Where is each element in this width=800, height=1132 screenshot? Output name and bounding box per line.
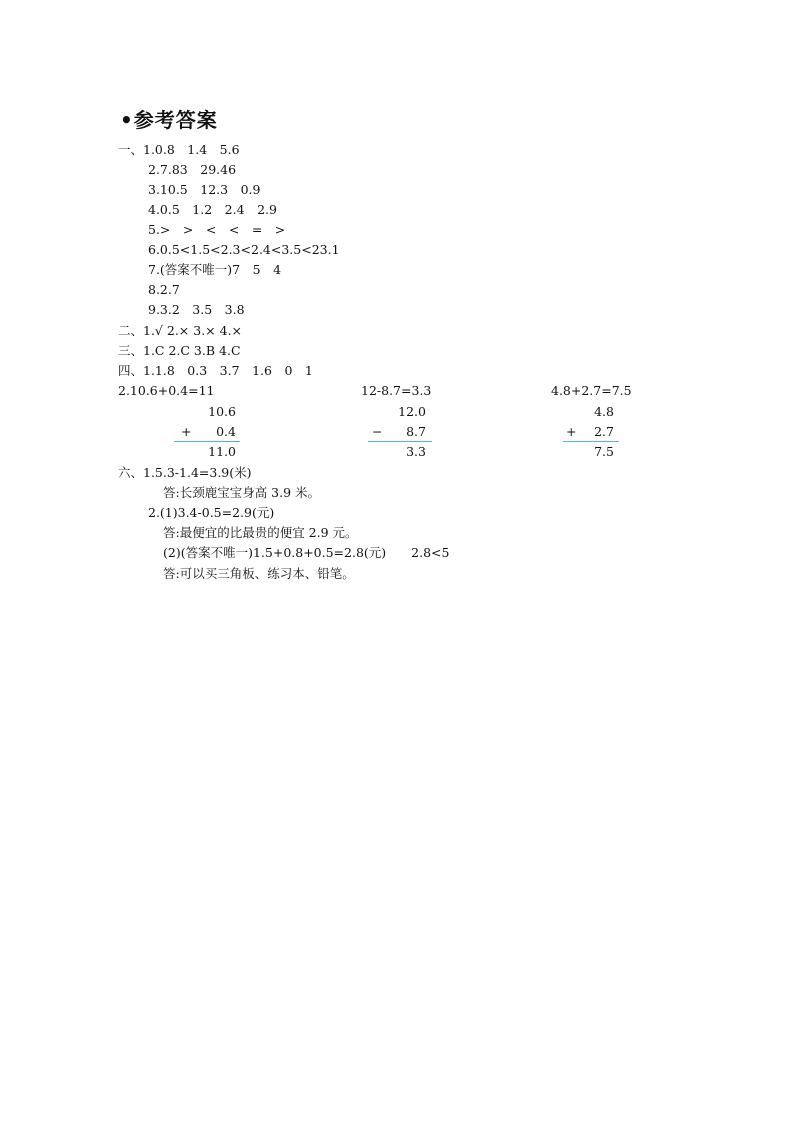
calc2-operator: −	[372, 424, 383, 439]
part1-line-6: 6.0.5<1.5<2.3<2.4<3.5<23.1	[148, 242, 340, 257]
part1-line-5: 5.> > < < = >	[148, 222, 286, 237]
calc1-result: 11.0	[208, 444, 236, 459]
part1-line-3: 3.10.5 12.3 0.9	[148, 182, 261, 197]
calc1-rule	[174, 441, 240, 442]
calc2-bottom: 8.7	[406, 424, 426, 439]
calc1-equation: 2.10.6+0.4=11	[118, 383, 215, 398]
calc3-operator: +	[566, 424, 577, 439]
part6-line-5: (2)(答案不唯一)1.5+0.8+0.5=2.8(元) 2.8<5	[163, 545, 450, 560]
calc1-top: 10.6	[208, 404, 236, 419]
calc3-result: 7.5	[594, 444, 614, 459]
part6-line-2: 答:长颈鹿宝宝身高 3.9 米。	[163, 485, 321, 500]
part6-line-1: 六、1.5.3-1.4=3.9(米)	[118, 465, 252, 480]
calc2-rule	[368, 441, 432, 442]
part6-line-4: 答:最便宜的比最贵的便宜 2.9 元。	[163, 525, 358, 540]
calc2-result: 3.3	[406, 444, 426, 459]
calc2-equation: 12-8.7=3.3	[361, 383, 432, 398]
page-title: •参考答案	[120, 108, 218, 132]
part1-line-4: 4.0.5 1.2 2.4 2.9	[148, 202, 277, 217]
part1-line-1: 一、1.0.8 1.4 5.6	[118, 142, 240, 157]
calc3-bottom: 2.7	[594, 424, 614, 439]
part6-line-6: 答:可以买三角板、练习本、铅笔。	[163, 566, 355, 581]
part3-line: 三、1.C 2.C 3.B 4.C	[118, 343, 241, 358]
part1-line-9: 9.3.2 3.5 3.8	[148, 302, 245, 317]
calc3-rule	[563, 441, 619, 442]
calc3-equation: 4.8+2.7=7.5	[551, 383, 632, 398]
calc2-top: 12.0	[398, 404, 426, 419]
part1-line-7: 7.(答案不唯一)7 5 4	[148, 262, 282, 277]
part1-line-2: 2.7.83 29.46	[148, 162, 237, 177]
calc1-operator: +	[181, 424, 192, 439]
part4-line: 四、1.1.8 0.3 3.7 1.6 0 1	[118, 363, 313, 378]
part1-line-8: 8.2.7	[148, 282, 180, 297]
part6-line-3: 2.(1)3.4-0.5=2.9(元)	[148, 505, 275, 520]
part2-line: 二、1.√ 2.× 3.× 4.×	[118, 323, 243, 338]
calc3-top: 4.8	[594, 404, 614, 419]
calc1-bottom: 0.4	[216, 424, 236, 439]
